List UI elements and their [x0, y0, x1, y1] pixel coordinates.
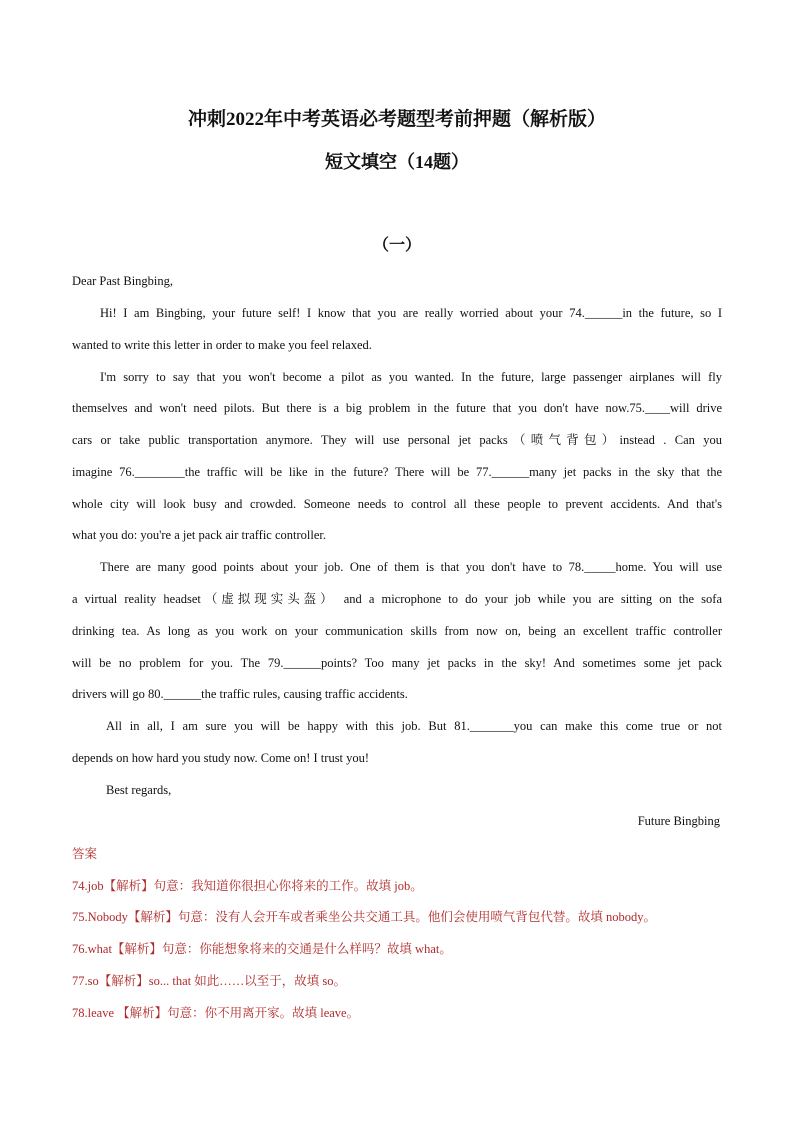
passage-line: wanted to write this letter in order to make you feel relaxed. — [72, 338, 372, 352]
passage-line: drinking tea. As long as you work on your communication skills from now on, being an excellent traffic controller — [72, 624, 722, 638]
page-subtitle: 短文填空（14题） — [325, 152, 469, 172]
passage-line: All in all, I am sure you will be happy with this job. But 81._______you can make this come true or not — [106, 719, 722, 733]
passage-line: themselves and won't need pilots. But there is a big problem in the future that you don't have now.75.____will drive — [72, 401, 722, 415]
passage-line: depends on how hard you study now. Come on! I trust you! — [72, 751, 370, 765]
letter-closing: Best regards, — [106, 783, 172, 797]
passage-line: drivers will go 80.______the traffic rules, causing traffic accidents. — [72, 687, 408, 701]
answer-item: 74.job【解析】句意：我知道你很担心你将来的工作。故填 job。 — [72, 879, 423, 893]
letter-greeting: Dear Past Bingbing, — [72, 274, 174, 288]
answer-item: 76.what【解析】句意：你能想象将来的交通是什么样吗？故填 what。 — [72, 942, 452, 956]
passage-line: imagine 76.________the traffic will be like in the future? There will be 77.______many jet packs in the sky that the — [72, 465, 722, 479]
passage-line: whole city will look busy and crowded. Someone needs to control all these people to prevent accidents. And that's — [72, 497, 722, 511]
passage-line: Hi! I am Bingbing, your future self! I know that you are really worried about your 74.______in the future, so I — [100, 306, 722, 320]
passage-line: There are many good points about your job. One of them is that you don't have to 78._____home. You will use — [100, 560, 722, 574]
section-number: （一） — [372, 237, 421, 254]
answer-item: 77.so【解析】so... that 如此……以至于，故填 so。 — [72, 974, 346, 988]
page-title: 冲刺2022年中考英语必考题型考前押题（解析版） — [187, 109, 606, 130]
passage-line: what you do: you're a jet pack air traffic controller. — [72, 528, 327, 542]
answer-item: 78.leave 【解析】句意：你不用离开家。故填 leave。 — [72, 1006, 360, 1020]
passage-line: I'm sorry to say that you won't become a pilot as you wanted. In the future, large passenger airplanes will fly — [100, 370, 722, 384]
answer-item: 75.Nobody【解析】句意：没有人会开车或者乘坐公共交通工具。他们会使用喷气背包代替。故填 nobody。 — [72, 910, 657, 924]
passage-line: cars or take public transportation anymore. They will use personal jet packs（喷气背包）instead . Can you — [72, 433, 722, 447]
answer-heading: 答案 — [72, 847, 98, 861]
passage-line: will be no problem for you. The 79.______points? Too many jet packs in the sky! And sometimes some jet pack — [72, 656, 722, 670]
letter-signature: Future Bingbing — [637, 814, 720, 828]
passage-line: a virtual reality headset（虚拟现实头盔） and a microphone to do your job while you are sitting on the sofa — [72, 592, 722, 606]
